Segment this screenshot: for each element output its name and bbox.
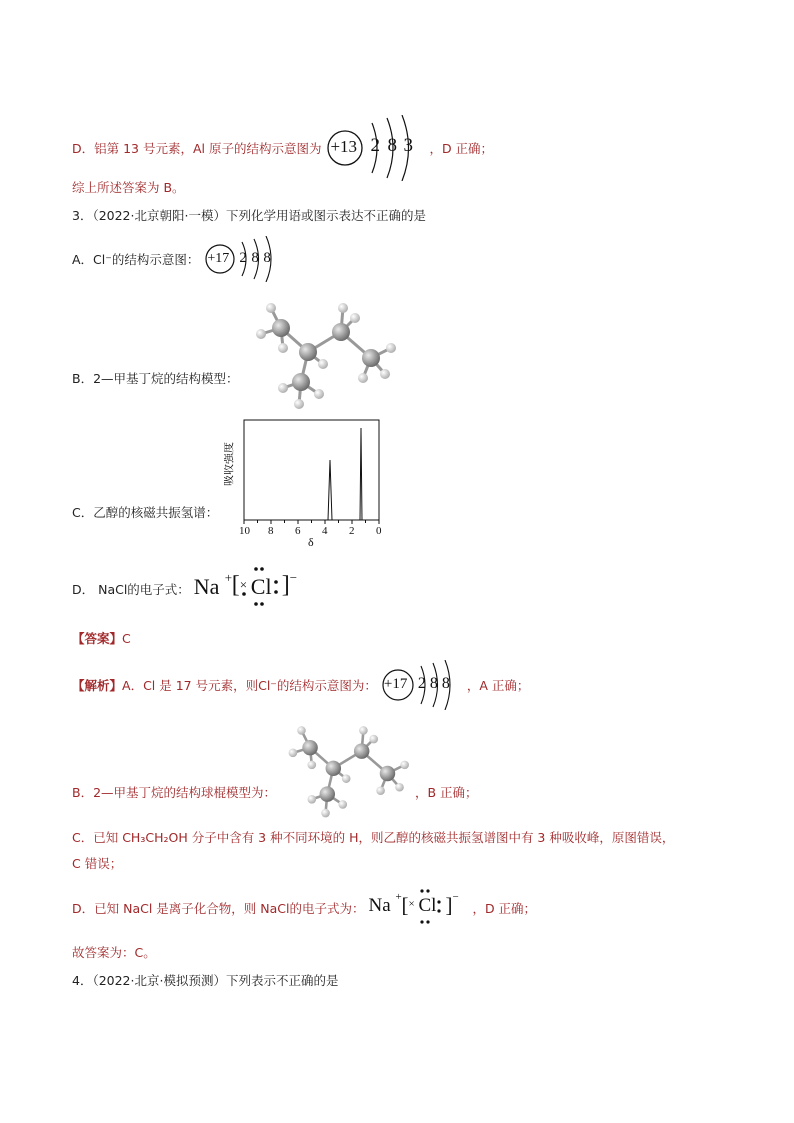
analysis-d <box>72 893 536 923</box>
cl-shell-1: 2 <box>239 250 247 266</box>
analysis-a <box>72 660 529 710</box>
nacl-cl: Cl <box>250 574 272 599</box>
al-nucleus: +13 <box>330 137 358 156</box>
nmr-tick-2: 2 <box>349 525 355 537</box>
analysis-c-line-2: C 错误； <box>72 856 123 871</box>
nmr-tick-0: 0 <box>376 525 382 537</box>
summary-1: 综上所述答案为 B。 <box>72 180 185 195</box>
methylbutane-model-1 <box>253 290 398 413</box>
cl-structure-diagram <box>203 236 283 282</box>
question-4-title: 4．（2022·北京·模拟预测）下列表示不正确的是 <box>72 973 339 988</box>
al-text-post: ，D 正确； <box>429 141 494 156</box>
analysis-label: 【解析】 <box>72 678 123 693</box>
question-3-title: 3．（2022·北京朝阳·一模）下列化学用语或图示表达不正确的是 <box>72 208 426 223</box>
ball-stick-model-1 <box>253 290 398 410</box>
analysis-a-text: A．Cl 是 17 号元素，则Cl⁻的结构示意图为： <box>122 678 377 693</box>
analysis-b-post: ，B 正确； <box>415 784 478 800</box>
analysis-cl-shell-2: 8 <box>429 675 438 692</box>
q3-option-a <box>72 236 283 282</box>
answer-line <box>72 629 131 647</box>
q3-option-b <box>72 290 398 413</box>
methylbutane-model-2 <box>286 715 411 823</box>
answer-value: C <box>122 631 131 646</box>
analysis-nacl-formula <box>368 893 468 923</box>
analysis-nacl-left-bracket: [ <box>401 893 409 917</box>
q3-option-d-text: D． NaCl的电子式： <box>72 582 190 597</box>
al-text-pre: D．铝第 13 号元素，Al 原子的结构示意图为 <box>72 141 322 156</box>
analysis-b-text: B．2—甲基丁烷的结构球棍模型为： <box>72 784 277 800</box>
nmr-peak-2 <box>360 428 362 520</box>
analysis-c-line-1: C．已知 CH₃CH₂OH 分子中含有 3 种不同环境的 H，则乙醇的核磁共振氢谱图中有 3 种吸收峰，原图错误， <box>72 830 675 845</box>
q3-option-c <box>72 418 389 551</box>
analysis-cl-diagram <box>381 660 463 710</box>
analysis-nacl-plus: + <box>395 891 402 903</box>
al-shell-3: 3 <box>403 135 413 156</box>
al-line <box>72 115 493 181</box>
q3-option-b-text: B．2—甲基丁烷的结构模型： <box>72 370 239 386</box>
nacl-minus: − <box>289 570 298 585</box>
nmr-tick-4: 4 <box>322 525 328 537</box>
analysis-cl-shell-3: 8 <box>441 675 450 692</box>
answer-label: 【答案】 <box>72 631 123 646</box>
q3-option-a-text: A．Cl⁻的结构示意图： <box>72 252 200 267</box>
analysis-nacl-cl: Cl <box>418 895 437 916</box>
nmr-xlabel: δ <box>308 535 314 548</box>
cl-shell-2: 8 <box>251 250 259 266</box>
nacl-right-bracket: ] <box>281 572 290 598</box>
nmr-spectrum <box>224 418 389 551</box>
analysis-d-text: D．已知 NaCl 是离子化合物，则 NaCl的电子式为： <box>72 901 365 916</box>
analysis-nacl-x-electron: × <box>408 898 415 910</box>
nmr-ylabel: 吸收强度 <box>224 442 236 486</box>
analysis-nacl-minus: − <box>452 891 459 903</box>
cl-shell-3: 8 <box>263 250 271 266</box>
analysis-cl-shell-1: 2 <box>417 675 426 692</box>
ball-stick-model-2 <box>286 715 411 820</box>
nacl-na: Na <box>193 574 220 599</box>
cl-nucleus: +17 <box>207 251 230 266</box>
al-shell-2: 8 <box>387 135 397 156</box>
nmr-tick-8: 8 <box>268 525 274 537</box>
q3-option-c-text: C．乙醇的核磁共振氢谱： <box>72 505 219 520</box>
analysis-b <box>72 715 478 823</box>
nacl-plus: + <box>224 570 233 585</box>
analysis-a-post: ，A 正确； <box>466 678 530 693</box>
nmr-tick-10: 10 <box>239 525 251 537</box>
analysis-d-post: ，D 正确； <box>472 901 537 916</box>
nmr-tick-6: 6 <box>295 525 301 537</box>
nmr-peak-1 <box>328 460 332 520</box>
nmr-spectrum-svg <box>224 418 389 548</box>
al-structure-diagram <box>325 115 425 181</box>
al-shell-1: 2 <box>370 135 380 156</box>
analysis-nacl-right-bracket: ] <box>445 893 453 917</box>
nacl-x-electron: × <box>239 577 248 592</box>
nacl-left-bracket: [ <box>231 572 240 598</box>
nacl-electron-formula <box>194 572 314 606</box>
q3-option-d <box>72 572 314 606</box>
analysis-nacl-na: Na <box>368 895 391 916</box>
summary-2: 故答案为：C。 <box>72 945 156 960</box>
analysis-cl-nucleus: +17 <box>383 676 408 692</box>
